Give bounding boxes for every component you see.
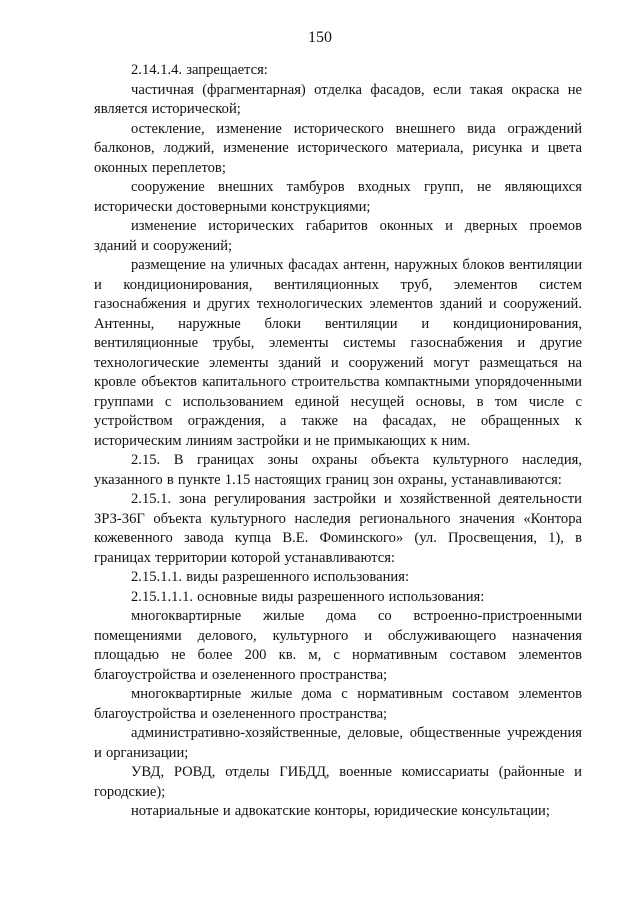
list-item-apartments: многоквартирные жилые дома с нормативным составом элементов благоустройства и озелененного пространства; (94, 686, 582, 722)
paragraph-equipment-placement: размещение на уличных фасадах антенн, наружных блоков вентиляции и кондиционирования, вентиляционных труб, элементов систем газоснабжения и других технологических элементов зданий и сооружений. Антенны, наружные блоки вентиляции и кондиционирования, вентиляционные трубы, элементы системы газоснабжения и другие технологические элементы зданий и сооружений могут размещаться на кровле объектов капитального строительства компактными упорядоченными группами с использованием единой несущей основы, в том числе с устройством ограждения, а также на фасадах, не обращенных к историческим линиям застройки и не примыкающих к ним. (94, 257, 582, 449)
list-item-institutions: административно-хозяйственные, деловые, общественные учреждения и организации; (94, 725, 582, 761)
list-item-notary: нотариальные и адвокатские конторы, юридические консультации; (131, 803, 550, 819)
paragraph-glazing: остекление, изменение исторического внешнего вида ограждений балконов, лоджий, изменение исторического материала, рисунка и цвета оконных переплетов; (94, 120, 582, 176)
list-item-police: УВД, РОВД, отделы ГИБДД, военные комиссариаты (районные и городские); (94, 764, 582, 800)
paragraph-2-15-1-1-1: 2.15.1.1.1. основные виды разрешенного использования: (131, 588, 485, 605)
paragraph-2-15: 2.15. В границах зоны охраны объекта культурного наследия, указанного в пункте 1.15 настоящих границ зон охраны, устанавливаются: (94, 452, 582, 488)
paragraph-openings: изменение исторических габаритов оконных и дверных проемов зданий и сооружений; (94, 218, 582, 254)
paragraph-2-15-1: 2.15.1. зона регулирования застройки и хозяйственной деятельности ЗРЗ-36Г объекта культурного наследия регионального значения «Контора кожевенного завода купца В.Е. Фоминского» (ул. Просвещения, 1), в границах территории которой устанавливаются: (94, 491, 582, 566)
paragraph-2-15-1-1: 2.15.1.1. виды разрешенного использования: (131, 569, 409, 585)
list-item-apartments-mixed: многоквартирные жилые дома со встроенно-пристроенными помещениями делового, культурного и обслуживающего назначения площадью не более 200 кв. м, с нормативным составом элементов благоустройства и озелененного пространства; (94, 608, 582, 683)
paragraph-vestibules: сооружение внешних тамбуров входных групп, не являющихся исторически достоверными конструкциями; (94, 179, 582, 215)
document-body (94, 61, 582, 822)
page-number: 150 (308, 29, 332, 46)
paragraph-facade-finish: частичная (фрагментарная) отделка фасадов, если такая окраска не является исторической; (94, 81, 582, 117)
paragraph-2-14-1-4: 2.14.1.4. запрещается: (131, 62, 268, 78)
